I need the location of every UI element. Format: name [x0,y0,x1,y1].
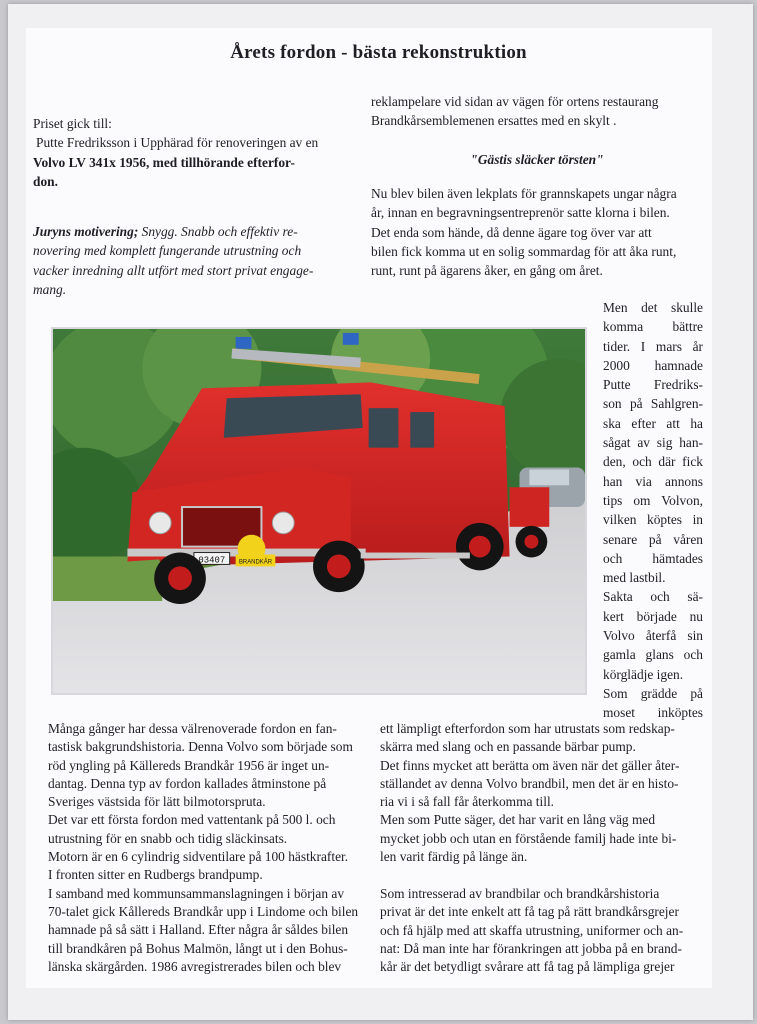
fire-truck-photo [51,327,587,695]
text-line: Brandkårsemblemenen ersattes med en skylt . [371,113,617,129]
text-line: runt, runt på ägarens åker, en gång om året. [371,263,603,279]
jury-label: Juryns motivering; [33,224,139,239]
subheading: "Gästis släcker törsten" [470,152,604,167]
prize-intro [33,114,355,191]
text-line: tastisk bakgrundshistoria. Denna Volvo som började som [48,739,353,755]
text-line: röd yngling på Källereds Brandkår 1956 är inget un- [48,757,330,773]
side-line: tider. I mars år [603,338,703,354]
jury-line: mang. [33,281,67,297]
text-line: Det enda som hände, då denne ägare tog över var att [371,224,652,240]
text-line: skärra med slang och en passande bärbar pump. [380,739,636,755]
side-column [603,298,703,723]
side-line: ska efter att ha [603,415,703,431]
side-line: Sakta och sä- [603,589,703,605]
jury-motivation [33,222,355,299]
text-line: Det var ett första fordon med vattentank på 500 l. och [48,812,336,828]
license-plate: 03407 [198,555,226,566]
side-line: moset inköptes [603,705,703,721]
side-line: han via annons [603,473,703,489]
badge-text: BRANDKÅR [238,559,273,566]
bottom-right-column [380,720,702,866]
side-line: 2000 hamnade [603,357,703,373]
side-line: tips om Volvon, [603,492,703,508]
side-line: körglädje igen. [603,666,684,682]
text-line: och få hjälp med att skaffa utrustning, uniformer och an- [380,922,684,938]
side-line: Men det skulle [603,300,703,315]
text-line: reklampelare vid sidan av vägen för ortens restaurang [371,94,659,109]
bottom-left-column [48,720,366,976]
text-line: ria vi i så fall får återkomma till. [380,794,555,810]
jury-line: Snygg. Snabb och effektiv re- [138,224,298,239]
side-line: gamla glans och [603,647,703,663]
jury-line: vacker inredning allt utfört med stort privat engage- [33,262,314,278]
side-line: vilken köptes in [603,512,703,528]
text-line: Som intresserad av brandbilar och brandkårshistoria [380,886,660,901]
side-line: senare på våren [603,531,703,547]
text-line: dantag. Denna typ av fordon kallades åtminstone på [48,775,327,791]
jury-line: novering med komplett fungerande utrustning och [33,243,302,259]
text-line: hamnade på så sätt i Halland. Efter några år såldes bilen [48,922,349,938]
text-line: Motorn är en 6 cylindrig sidventilare på 100 hästkrafter. [48,849,349,865]
side-line: Volvo återfå sin [603,628,703,644]
intro-line: Putte Fredriksson i Upphärad för renoveringen av en [36,135,319,151]
text-line: ett lämpligt efterfordon som har utrustats som redskap- [380,721,675,736]
intro-line: Priset gick till: [33,116,112,131]
text-line: nat: Då man inte har förankringen att jobba på en brand- [380,940,682,956]
side-line: kert började nu [603,608,703,624]
side-line: Putte Fredriks- [603,377,703,393]
text-line: I samband med kommunsammanslagningen i början av [48,885,345,901]
text-line: kår är det betydligt svårare att få tag på lämpliga grejer [380,959,675,975]
text-line: Många gånger har dessa välrenoverade fordon en fan- [48,721,337,736]
text-line: Det finns mycket att berätta om även när det gäller åter- [380,757,680,773]
text-line: len varit färdig på länge än. [380,849,528,865]
side-line: med lastbil. [603,570,666,586]
text-line: 70-talet gick Kållereds Brandkår upp i Lindome och bilen [48,903,359,919]
side-line: den, och där fick [603,454,703,470]
text-line: utrustning för en snabb och tidig släckinsats. [48,830,288,846]
text-line: mycket jobb och utan en förstående familj hade inte bi- [380,830,677,846]
side-line: och hämtades [603,550,703,566]
bottom-right-column-2 [380,885,702,976]
side-line: Som grädde på [603,685,703,701]
text-line: privat är det inte enkelt att få tag på rätt brandkårsgrejer [380,904,679,920]
intro-line: Volvo LV 341x 1956, med tillhörande efterfor- [33,154,295,170]
text-line: ställandet av denna Volvo brandbil, men det är en histo- [380,775,679,791]
right-paragraph [371,184,703,280]
article-title: Årets fordon - bästa rekonstruktion [230,42,527,63]
text-line: till brandkåren på Bohus Malmön, långt ut i den Bohus- [48,940,348,956]
side-line: son på Sahlgren- [603,396,703,412]
intro-line: don. [33,173,58,189]
fire-truck-illustration [53,329,585,693]
text-line: Nu blev bilen även lekplats för grannskapets ungar några [371,186,677,201]
right-intro [371,92,703,131]
text-line: Men som Putte säger, det har varit en lång väg med [380,812,656,828]
text-line: I fronten sitter en Rudbergs brandpump. [48,867,263,883]
text-line: år, innan en begravningsentreprenör satte klorna i bilen. [371,205,670,221]
text-line: Sveriges västsida för lätt bilmotorspruta. [48,794,266,810]
side-line: komma bättre [603,319,703,335]
text-line: bilen fick komma ut en solig sommardag för att åka runt, [371,243,677,259]
text-line: länska skärgården. 1986 avregistrerades bilen och blev [48,958,342,974]
side-line: sågat av sig han- [603,435,703,451]
